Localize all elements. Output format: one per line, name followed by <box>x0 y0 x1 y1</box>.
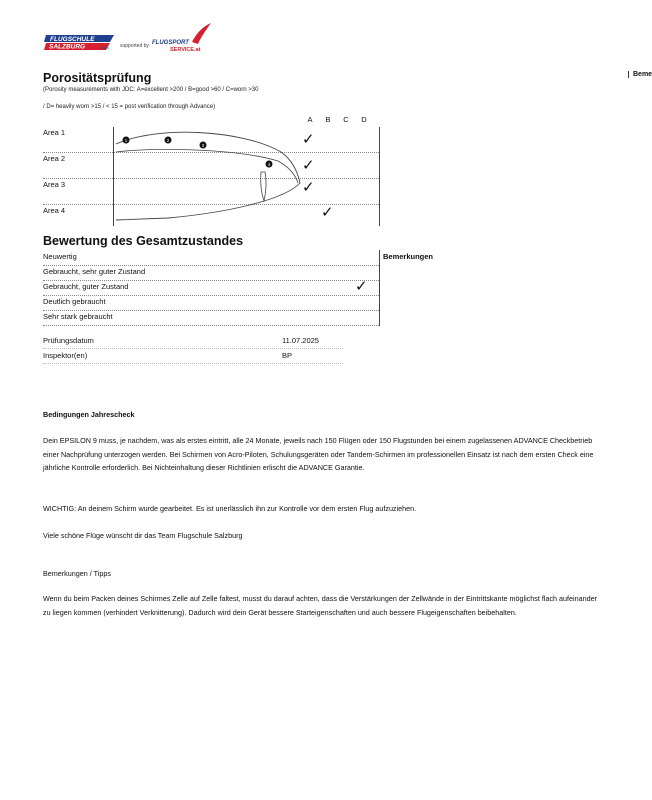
condition-title: Bewertung des Gesamtzustandes <box>43 234 244 248</box>
marker-4 <box>266 161 273 168</box>
condition-option-very-used <box>43 310 379 326</box>
conditions-body: Dein EPSILON 9 muss, je nachdem, was als erstes eintritt, alle 24 Monate, jeweils nach 150 Flügen oder 150 Flugstunden bei einem zugelassenen ADVANCE Checkbetrieb einer Nachprüfung unterzogen werden. Bei Schirmen von Acro-Piloten, Schulungsgeräten oder Tandem-Schirmen im professionellen Einsatz ist nach dem ersten Check eine jährliche Kontrolle erforderlich. Bei Nichteinhaltung dieser Richtlinien erlischt die ADVANCE Garantie. <box>43 436 594 472</box>
area-4-check-b: ✓ <box>321 203 334 221</box>
inspector-row <box>43 350 343 364</box>
condition-option-clearly-used <box>43 295 379 311</box>
table-right-border <box>379 127 380 226</box>
porosity-note-line-1: (Porosity measurements with JDC: A=excellent >200 / B=good >60 / C=worn >30 <box>43 87 259 93</box>
area-label: Area 2 <box>43 154 66 163</box>
condition-option-label: Deutlich gebraucht <box>43 297 106 306</box>
marker-3 <box>200 142 207 149</box>
column-header-d: D <box>361 115 367 124</box>
column-header-b: B <box>325 115 331 124</box>
svg-text:1: 1 <box>124 138 128 143</box>
remarks-side-label: Beme <box>628 71 652 78</box>
column-header-c: C <box>343 115 349 124</box>
supported-by-text: supported by <box>120 43 149 49</box>
tips-heading: Bemerkungen / Tipps <box>43 569 111 578</box>
column-header-a: A <box>307 115 313 124</box>
inspection-date-row <box>43 335 343 349</box>
condition-option-neuwertig <box>43 250 379 266</box>
condition-option-label: Sehr stark gebraucht <box>43 312 113 321</box>
porosity-note-line-2: / D= heavily worn >15 / < 15 = post verification through Advance) <box>43 104 216 110</box>
condition-right-border <box>379 250 380 326</box>
inspector-label: Inspektor(en) <box>43 351 88 360</box>
marker-2 <box>165 137 172 144</box>
logo-right-line-2: SERVICE.at <box>170 47 201 52</box>
area-1-check-a: ✓ <box>302 130 315 148</box>
svg-text:4: 4 <box>267 162 271 167</box>
condition-option-label: Gebraucht, sehr guter Zustand <box>43 267 146 276</box>
tips-body: Wenn du beim Packen deines Schirmes Zelle auf Zelle faltest, musst du darauf achten, dass die Verstärkungen der Zellwände in der Eintrittskante möglichst flach aufeinander zu liegen kommen (verhindert Verknitterung). Dadurch wird dein Gerät bessere Starteigenschaften und auch bessere Flugeigenschaften beibehalten. <box>43 594 598 617</box>
logo-line-3: .com <box>100 45 109 50</box>
inspection-date-label: Prüfungsdatum <box>43 336 94 345</box>
svg-text:2: 2 <box>166 138 170 143</box>
flugsport-service-logo <box>148 22 214 52</box>
condition-remarks-label: Bemerkungen <box>383 252 434 261</box>
conditions-heading: Bedingungen Jahrescheck <box>43 410 135 419</box>
svg-text:3: 3 <box>201 143 205 148</box>
important-note: WICHTIG: An deinem Schirm wurde gearbeitet. Es ist unerlässlich ihn zur Kontrolle vor dem ersten Flug aufzuziehen. <box>43 504 417 513</box>
area-label: Area 4 <box>43 206 66 215</box>
condition-selected-check: ✓ <box>355 277 368 295</box>
wing-profile-diagram <box>113 127 303 223</box>
inspection-date-value: 11.07.2025 <box>282 336 319 345</box>
condition-option-label: Gebraucht, guter Zustand <box>43 282 129 291</box>
area-label: Area 1 <box>43 128 66 137</box>
logo-line-2: SALZBURG <box>49 43 86 51</box>
inspector-value: BP <box>282 351 293 360</box>
logo-right-line-1: FLUGSPORT <box>152 40 189 46</box>
marker-1 <box>123 137 130 144</box>
area-3-check-a: ✓ <box>302 178 315 196</box>
porosity-title: Porositätsprüfung <box>43 71 152 85</box>
condition-option-good <box>43 277 379 296</box>
area-label: Area 3 <box>43 180 66 189</box>
flugschule-salzburg-logo <box>44 34 116 51</box>
area-2-check-a: ✓ <box>302 156 315 174</box>
wishes-text: Viele schöne Flüge wünscht dir das Team Flugschule Salzburg <box>43 531 243 540</box>
condition-option-very-good <box>43 265 379 281</box>
condition-option-label: Neuwertig <box>43 252 77 261</box>
logo-line-1: FLUGSCHULE <box>50 36 95 43</box>
